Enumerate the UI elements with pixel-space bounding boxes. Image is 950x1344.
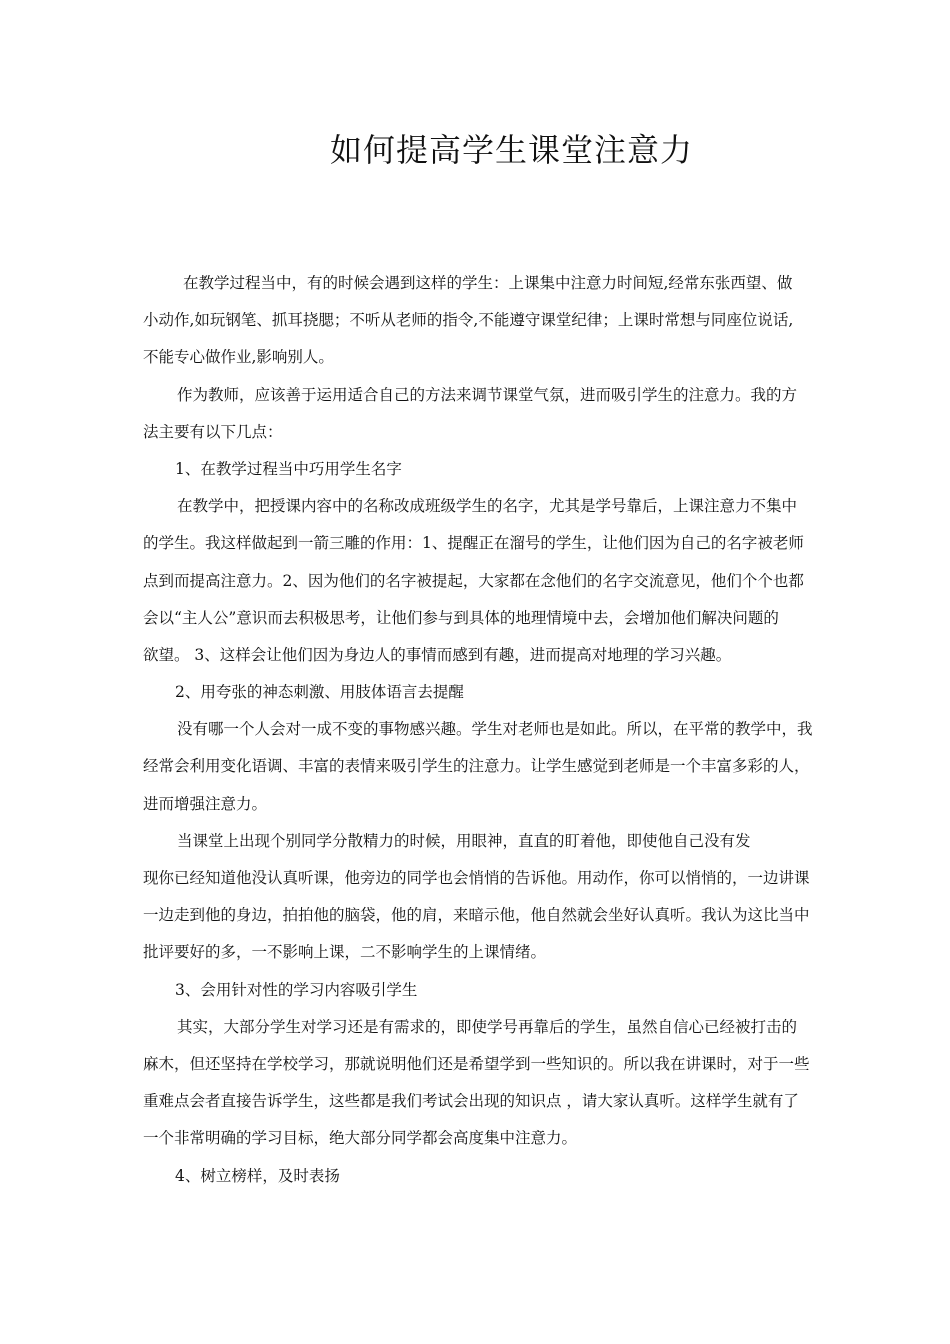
document-body [143, 265, 813, 1195]
paragraph-line: 会以“主人公”意识而去积极思考，让他们参与到具体的地理情境中去，会增加他们解决问题的 [143, 608, 779, 627]
paragraph-line: 小动作,如玩钢笔、抓耳挠腮；不听从老师的指令,不能遵守课堂纪律；上课时常想与同座位说话, [143, 311, 794, 330]
paragraph-line: 重难点会者直接告诉学生，这些都是我们考试会出现的知识点 ，请大家认真听。这样学生就有了 [143, 1092, 799, 1111]
paragraph-line: 麻木，但还坚持在学校学习，那就说明他们还是希望学到一些知识的。所以我在讲课时，对于一些 [143, 1054, 810, 1073]
paragraph-line: 没有哪一个人会对一成不变的事物感兴趣。学生对老师也是如此。所以，在平常的教学中，我 [177, 720, 813, 739]
paragraph-line: 的学生。我这样做起到一箭三雕的作用：1、提醒正在溜号的学生，让他们因为自己的名字被老师 [143, 534, 804, 553]
paragraph-line: 不能专心做作业,影响别人。 [143, 348, 334, 367]
section-heading: 1、在教学过程当中巧用学生名字 [175, 459, 402, 478]
paragraph-line: 现你已经知道他没认真听课，他旁边的同学也会悄悄的告诉他。用动作，你可以悄悄的，一边讲课 [143, 869, 810, 887]
section-heading: 3、会用针对性的学习内容吸引学生 [175, 980, 418, 999]
paragraph-line: 进而增强注意力。 [143, 794, 268, 813]
paragraph-line: 批评要好的多，一不影响上课，二不影响学生的上课情绪。 [143, 943, 547, 962]
paragraph-line: 经常会利用变化语调、丰富的表情来吸引学生的注意力。让学生感觉到老师是一个丰富多彩的人， [143, 757, 810, 776]
paragraph-line: 点到而提高注意力。2、因为他们的名字被提起，大家都在念他们的名字交流意见，他们个个也都 [143, 571, 804, 590]
paragraph-line: 一个非常明确的学习目标，绝大部分同学都会高度集中注意力。 [143, 1129, 578, 1148]
paragraph-line: 当课堂上出现个别同学分散精力的时候，用眼神，直直的盯着他，即使他自己没有发 [177, 831, 751, 850]
paragraph-line: 在教学中，把授课内容中的名称改成班级学生的名字，尤其是学号靠后，上课注意力不集中 [177, 497, 798, 516]
paragraph-line: 在教学过程当中，有的时候会遇到这样的学生：上课集中注意力时间短,经常东张西望、做 [183, 274, 793, 292]
document-title: 如何提高学生课堂注意力 [330, 131, 694, 169]
paragraph-line: 其实，大部分学生对学习还是有需求的，即使学号再靠后的学生，虽然自信心已经被打击的 [177, 1017, 798, 1036]
paragraph-line: 作为教师，应该善于运用适合自己的方法来调节课堂气氛，进而吸引学生的注意力。我的方 [177, 385, 798, 404]
paragraph-line: 法主要有以下几点： [143, 422, 283, 441]
paragraph-line: 欲望。 3、这样会让他们因为身边人的事情而感到有趣，进而提高对地理的学习兴趣。 [143, 645, 732, 664]
section-heading: 4、树立榜样，及时表扬 [175, 1166, 340, 1185]
paragraph-line: 一边走到他的身边，拍拍他的脑袋，他的肩，来暗示他，他自然就会坐好认真听。我认为这比当中 [143, 906, 810, 925]
section-heading: 2、用夸张的神态刺激、用肢体语言去提醒 [175, 683, 464, 702]
